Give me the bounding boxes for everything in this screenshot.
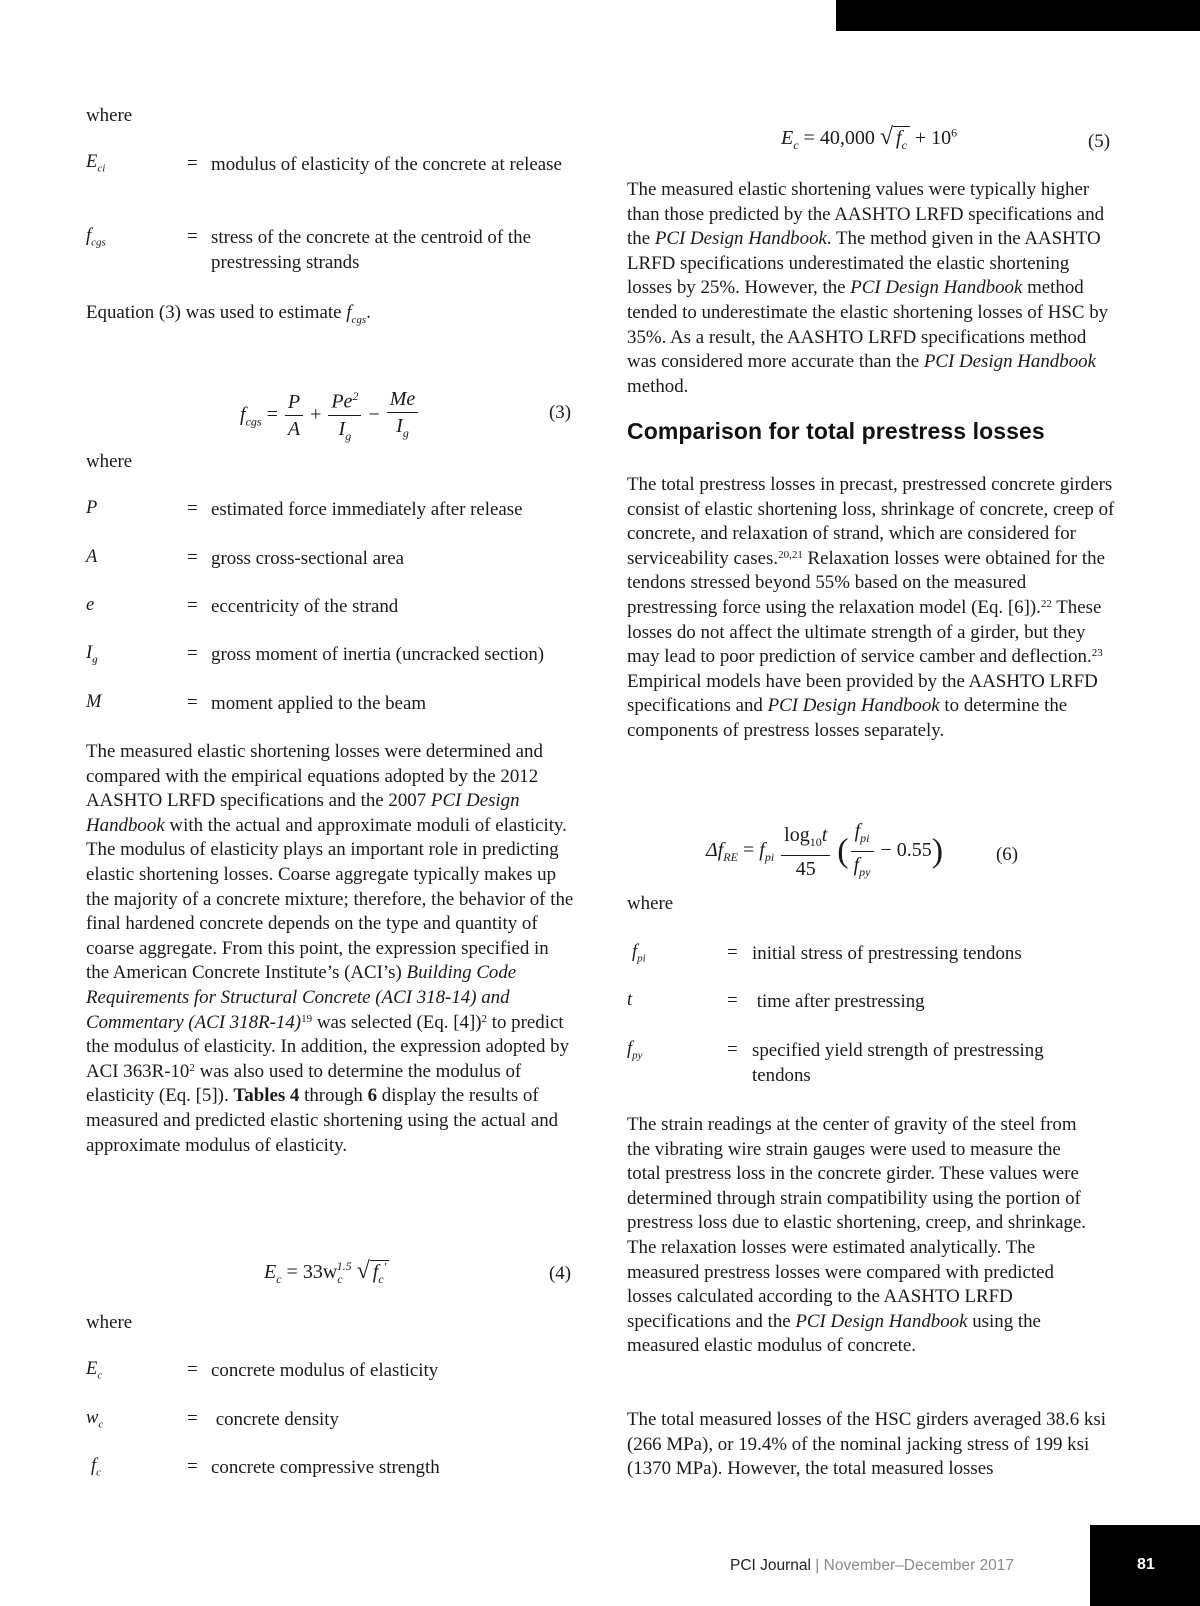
where-label: where [627,893,674,914]
definition-text: gross cross-sectional area [211,548,405,569]
body-paragraph: The total measured losses of the HSC girders averaged 38.6 ksi (266 MPa), or 19.4% of the nominal jacking stress of 199 ksi (1370 MPa). However, the total measured losses [627,1409,1106,1480]
footer [730,1557,1014,1575]
equals: = [727,1039,738,1060]
where-label: where [86,105,133,126]
equals: = [187,1359,198,1380]
equals: = [187,153,198,174]
definition-text: moment applied to the beam [211,693,427,714]
equation-3-number: (3) [549,402,572,423]
definition-text: eccentricity of the strand [211,596,399,617]
symbol: $E_c$ [86,1359,103,1382]
symbol: t [627,990,633,1010]
symbol: $f_{pi}$ [632,942,646,965]
footer-separator: | [815,1557,820,1574]
definition-text: concrete compressive strength [211,1457,440,1478]
equals: = [187,226,198,247]
symbol: $E_{ci}$ [86,152,106,175]
definition-text: initial stress of prestressing tendons [752,943,1022,964]
symbol: $f_{py}$ [627,1039,643,1062]
definition-text: estimated force immediately after release [211,499,523,520]
body-paragraph: The measured elastic shortening values were typically higher than those predicted by the AASHTO LRFD specifications and the PCI Design Handbook. The method given in the AASHTO LRFD specifications underestimated the elastic shortening losses by 25%. However, the PCI Design Handbook method tended to underestimate the elastic shortening losses of HSC by 35%. As a result, the AASHTO LRFD specifications method was considered more accurate than the PCI Design Handbook method. [627,179,1109,397]
definition-text: modulus of elasticity of the concrete at release [211,154,562,175]
symbol: $f_{cgs}$ [86,226,106,249]
section-heading: Comparison for total prestress losses [627,418,1045,444]
equals: = [727,990,738,1011]
equals: = [187,643,198,664]
equals: = [727,942,738,963]
where-label: where [86,451,133,472]
body-paragraph: The measured elastic shortening losses were determined and compared with the empirical equations adopted by the 2012 AASHTO LRFD specifications and the 2007 PCI Design Handbook with the actual and approximate moduli of elasticity. The modulus of elasticity plays an important role in predicting elastic shortening losses. Coarse aggregate typically makes up the majority of a concrete mixture; therefore, the behavior of the final hardened concrete depends on the type and quantity of coarse aggregate. From this point, the expression specified in the American Concrete Institute’s (ACI’s) Building Code Requirements for Structural Concrete (ACI 318-14) and Commentary (ACI 318R-14)$^{19}$ was selected (Eq. [4])$^2$ to predict the modulus of elasticity. In addition, the expression adopted by ACI $363R-10^2$ was also used to determine the modulus of elasticity (Eq. [5]). Tables 4 through 6 display the results of measured and predicted elastic shortening using the actual and approximate modulus of elasticity. [86,741,574,1156]
equals: = [187,498,198,519]
equation-5-number: (5) [1088,131,1111,152]
equation-6-number: (6) [996,844,1019,865]
symbol: e [86,595,95,615]
equation-3: $f_{cgs}$ = $\frac{P}{A}$ + $\frac{Pe^2}{I_g}$ − $\frac{Me}{I_g}$ [240,383,420,449]
body-paragraph: The total prestress losses in precast, prestressed concrete girders consist of elastic shortening loss, shrinkage of concrete, creep of concrete, and relaxation of strand, which are considered for serviceability cases.$^{20,21}$ Relaxation losses were obtained for the tendons stressed beyond 55% based on the measured prestressing force using the relaxation model (Eq. [6]).$^{22}$ These losses do not affect the ultimate strength of a girder, but they may lead to poor prediction of service camber and deflection.$^{23}$ Empirical models have been provided by the AASHTO LRFD specifications and PCI Design Handbook to determine the components of prestress losses separately. [627,474,1115,741]
equals: = [187,692,198,713]
symbol: M [86,692,102,712]
definition-text: time after prestressing [752,991,925,1012]
page-number: 81 [1137,1556,1155,1573]
symbol: $I_g$ [86,643,98,666]
equation-4: $E_c = 33w_c^{1.5}$ √ $f_c'$ [264,1258,389,1287]
where-label: where [86,1312,133,1333]
equation-4-number: (4) [549,1263,572,1284]
symbol: P [86,498,98,518]
equals: = [187,1456,198,1477]
definition-text: gross moment of inertia (uncracked section) [211,644,545,665]
definition-text: concrete modulus of elasticity [211,1360,439,1381]
issue-date: November–December 2017 [823,1557,1015,1574]
symbol: A [86,547,98,567]
definition-text: concrete density [211,1409,339,1430]
equation-5: $E_c = 40,000$ √ $f_c + 10^6$ [781,124,958,152]
definition-text: specified yield strength of prestressing tendons [752,1040,1044,1086]
equals: = [187,547,198,568]
journal-name: PCI Journal [730,1557,811,1574]
eq3-intro: Equation (3) was used to estimate $f_{cgs}$. [86,302,371,326]
equals: = [187,1408,198,1429]
body-paragraph: The strain readings at the center of gravity of the steel from the vibrating wire strain gauges were used to measure the total prestress loss in the concrete girder. These values were determined through strain compatibility using the portion of prestress loss due to elastic shortening, creep, and shrinkage. The relaxation losses were estimated analytically. The measured prestress losses were compared with predicted losses calculated according to the AASHTO LRFD specifications and the PCI Design Handbook using the measured elastic modulus of concrete. [627,1114,1087,1357]
equation-6: $\Delta f_{RE} = f_{pi}$ $\frac{\log_{10}t}{45}$ ( $\frac{f_{pi}}{f_{py}}$ − 0.55) [706,820,944,880]
header-bar [836,0,1200,31]
definition-text: stress of the concrete at the centroid of the prestressing strands [211,227,531,273]
symbol: $f_c$ [91,1456,102,1479]
symbol: $w_c$ [86,1408,104,1431]
equals: = [187,595,198,616]
